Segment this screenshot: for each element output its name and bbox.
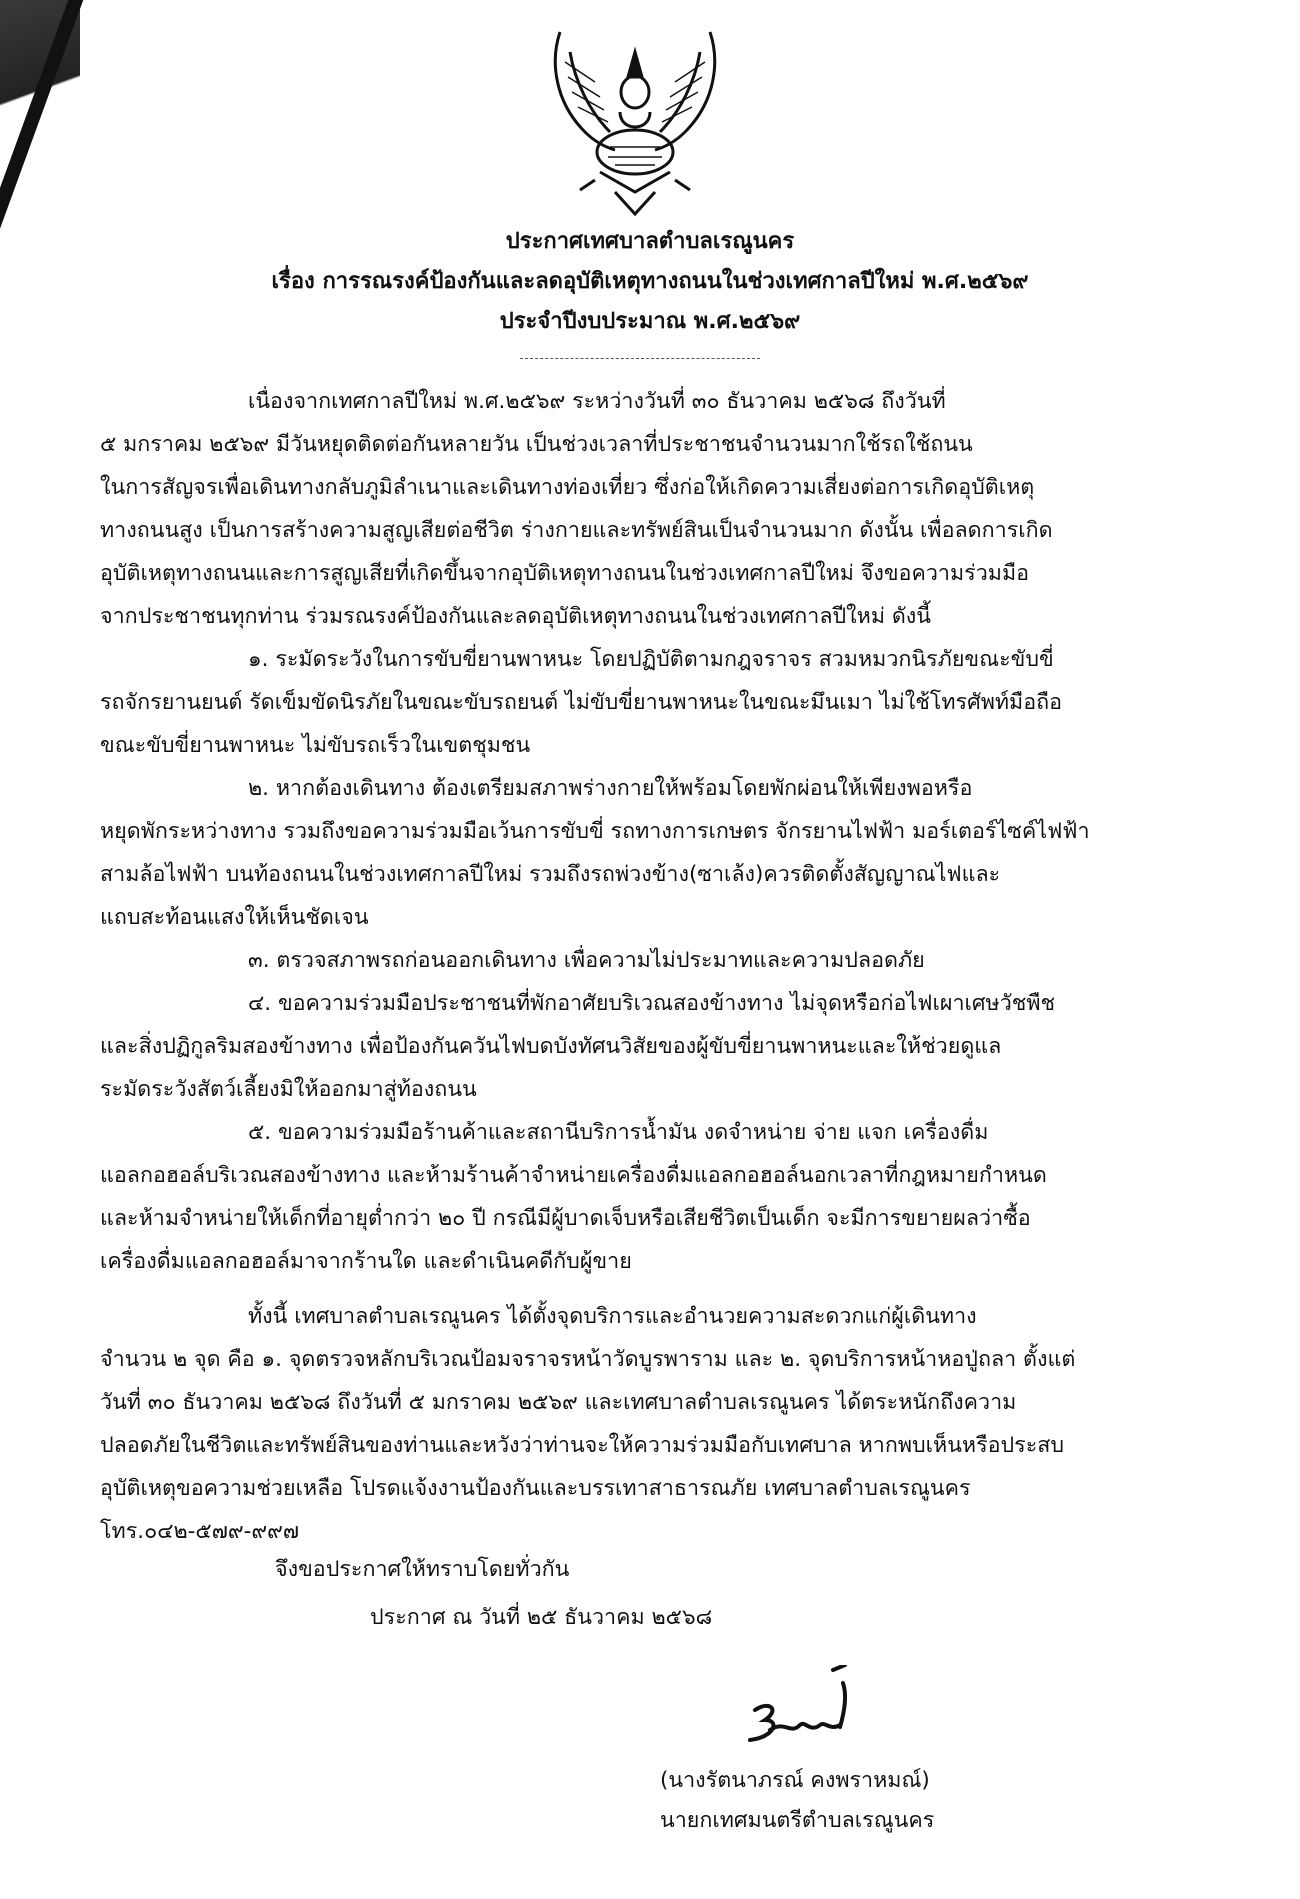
subject-title: เรื่อง การรณรงค์ป้องกันและลดอุบัติเหตุทางถนนในช่วงเทศกาลปีใหม่ พ.ศ.๒๕๖๙ xyxy=(271,269,1029,294)
text-line: แถบสะท้อนแสงให้เห็นชัดเจน xyxy=(100,905,369,930)
item-4 xyxy=(100,982,1235,1111)
text-line: ๕ มกราคม ๒๕๖๙ มีวันหยุดติดต่อกันหลายวัน เป็นช่วงเวลาที่ประชาชนจำนวนมากใช้รถใช้ถนน xyxy=(100,432,973,457)
signature-icon xyxy=(735,1665,875,1750)
issuer-title: ประกาศเทศบาลตำบลเรณูนคร xyxy=(505,229,795,254)
text-line: แอลกอฮอล์บริเวณสองข้างทาง และห้ามร้านค้าจำหน่ายเครื่องดื่มแอลกอฮอล์นอกเวลาที่กฎหมายกำหนด xyxy=(100,1163,1047,1188)
text-line: ปลอดภัยในชีวิตและทรัพย์สินของท่านและหวังว่าท่านจะให้ความร่วมมือกับเทศบาล หากพบเห็นหรือประสบ xyxy=(100,1433,1065,1458)
text-line: เนื่องจากเทศกาลปีใหม่ พ.ศ.๒๕๖๙ ระหว่างวันที่ ๓๐ ธันวาคม ๒๕๖๘ ถึงวันที่ xyxy=(248,389,946,414)
text-line: ระมัดระวังสัตว์เลี้ยงมิให้ออกมาสู่ท้องถนน xyxy=(100,1077,477,1102)
announcement-header xyxy=(0,222,1300,342)
text-line: และสิ่งปฏิกูลริมสองข้างทาง เพื่อป้องกันควันไฟบดบังทัศนวิสัยของผู้ขับขี่ยานพาหนะและให้ช่วยดูแล xyxy=(100,1034,1002,1059)
text-line: ทั้งนี้ เทศบาลตำบลเรณูนคร ได้ตั้งจุดบริการและอำนวยความสะดวกแก่ผู้เดินทาง xyxy=(248,1304,977,1329)
text-line: ๒. หากต้องเดินทาง ต้องเตรียมสภาพร่างกายให้พร้อมโดยพักผ่อนให้เพียงพอหรือ xyxy=(248,776,973,801)
header-divider xyxy=(520,358,760,359)
closing-statement: จึงขอประกาศให้ทราบโดยทั่วกัน xyxy=(275,1557,570,1582)
service-points-paragraph xyxy=(100,1295,1235,1553)
item-5 xyxy=(100,1111,1235,1283)
intro-paragraph xyxy=(100,380,1235,638)
text-line: อุบัติเหตุขอความช่วยเหลือ โปรดแจ้งงานป้องกันและบรรเทาสาธารณภัย เทศบาลตำบลเรณูนคร xyxy=(100,1476,971,1501)
fiscal-year: ประจำปีงบประมาณ พ.ศ.๒๕๖๙ xyxy=(499,309,801,334)
signatory-title: นายกเทศมนตรีตำบลเรณูนคร xyxy=(660,1808,935,1833)
text-line: ๔. ขอความร่วมมือประชาชนที่พักอาศัยบริเวณสองข้างทาง ไม่จุดหรือก่อไฟเผาเศษวัชพืช xyxy=(248,991,1056,1016)
garuda-emblem-icon xyxy=(540,22,730,217)
text-line: สามล้อไฟฟ้า บนท้องถนนในช่วงเทศกาลปีใหม่ รวมถึงรถพ่วงข้าง(ซาเล้ง)ควรติดตั้งสัญญาณไฟและ xyxy=(100,862,1001,887)
announcement-date: ประกาศ ณ วันที่ ๒๕ ธันวาคม ๒๕๖๘ xyxy=(370,1605,713,1630)
item-3 xyxy=(100,939,1235,982)
text-line: จำนวน ๒ จุด คือ ๑. จุดตรวจหลักบริเวณป้อมจราจรหน้าวัดบูรพาราม และ ๒. จุดบริการหน้าหอปู่ถลา ตั้งแต่ xyxy=(100,1347,1076,1372)
text-line: อุบัติเหตุทางถนนและการสูญเสียที่เกิดขึ้นจากอุบัติเหตุทางถนนในช่วงเทศกาลปีใหม่ จึงขอความร่วมมือ xyxy=(100,561,1030,586)
item-2 xyxy=(100,767,1235,939)
text-line: ในการสัญจรเพื่อเดินทางกลับภูมิลำเนาและเดินทางท่องเที่ยว ซึ่งก่อให้เกิดความเสี่ยงต่อการเกิดอุบัติเหตุ xyxy=(100,475,1035,500)
text-line: ๕. ขอความร่วมมือร้านค้าและสถานีบริการน้ำมัน งดจำหน่าย จ่าย แจก เครื่องดื่ม xyxy=(248,1120,989,1145)
text-line: ๑. ระมัดระวังในการขับขี่ยานพาหนะ โดยปฏิบัติตามกฎจราจร สวมหมวกนิรภัยขณะขับขี่ xyxy=(248,647,1054,672)
text-line: เครื่องดื่มแอลกอฮอล์มาจากร้านใด และดำเนินคดีกับผู้ขาย xyxy=(100,1249,632,1274)
announcement-body xyxy=(100,380,1235,1553)
text-line: ๓. ตรวจสภาพรถก่อนออกเดินทาง เพื่อความไม่ประมาทและความปลอดภัย xyxy=(248,948,925,973)
text-line: ขณะขับขี่ยานพาหนะ ไม่ขับรถเร็วในเขตชุมชน xyxy=(100,733,531,758)
signatory-name: (นางรัตนาภรณ์ คงพราหมณ์) xyxy=(660,1768,930,1793)
text-line: หยุดพักระหว่างทาง รวมถึงขอความร่วมมือเว้นการขับขี่ รถทางการเกษตร จักรยานไฟฟ้า มอร์เตอร์ไซค์ไฟฟ้า xyxy=(100,819,1090,844)
text-line: วันที่ ๓๐ ธันวาคม ๒๕๖๘ ถึงวันที่ ๕ มกราคม ๒๕๖๙ และเทศบาลตำบลเรณูนคร ได้ตระหนักถึงความ xyxy=(100,1390,1017,1415)
text-line: และห้ามจำหน่ายให้เด็กที่อายุต่ำกว่า ๒๐ ปี กรณีมีผู้บาดเจ็บหรือเสียชีวิตเป็นเด็ก จะมีการขยายผลว่าซื้อ xyxy=(100,1206,1031,1231)
text-line: จากประชาชนทุกท่าน ร่วมรณรงค์ป้องกันและลดอุบัติเหตุทางถนนในช่วงเทศกาลปีใหม่ ดังนี้ xyxy=(100,604,931,629)
item-1 xyxy=(100,638,1235,767)
text-line: ทางถนนสูง เป็นการสร้างความสูญเสียต่อชีวิต ร่างกายและทรัพย์สินเป็นจำนวนมาก ดังนั้น เพื่อลดการเกิด xyxy=(100,518,1053,543)
text-line: รถจักรยานยนต์ รัดเข็มขัดนิรภัยในขณะขับรถยนต์ ไม่ขับขี่ยานพาหนะในขณะมึนเมา ไม่ใช้โทรศัพท์มือถือ xyxy=(100,690,1063,715)
phone-number: โทร.๐๔๒-๕๗๙-๙๙๗ xyxy=(100,1519,300,1544)
